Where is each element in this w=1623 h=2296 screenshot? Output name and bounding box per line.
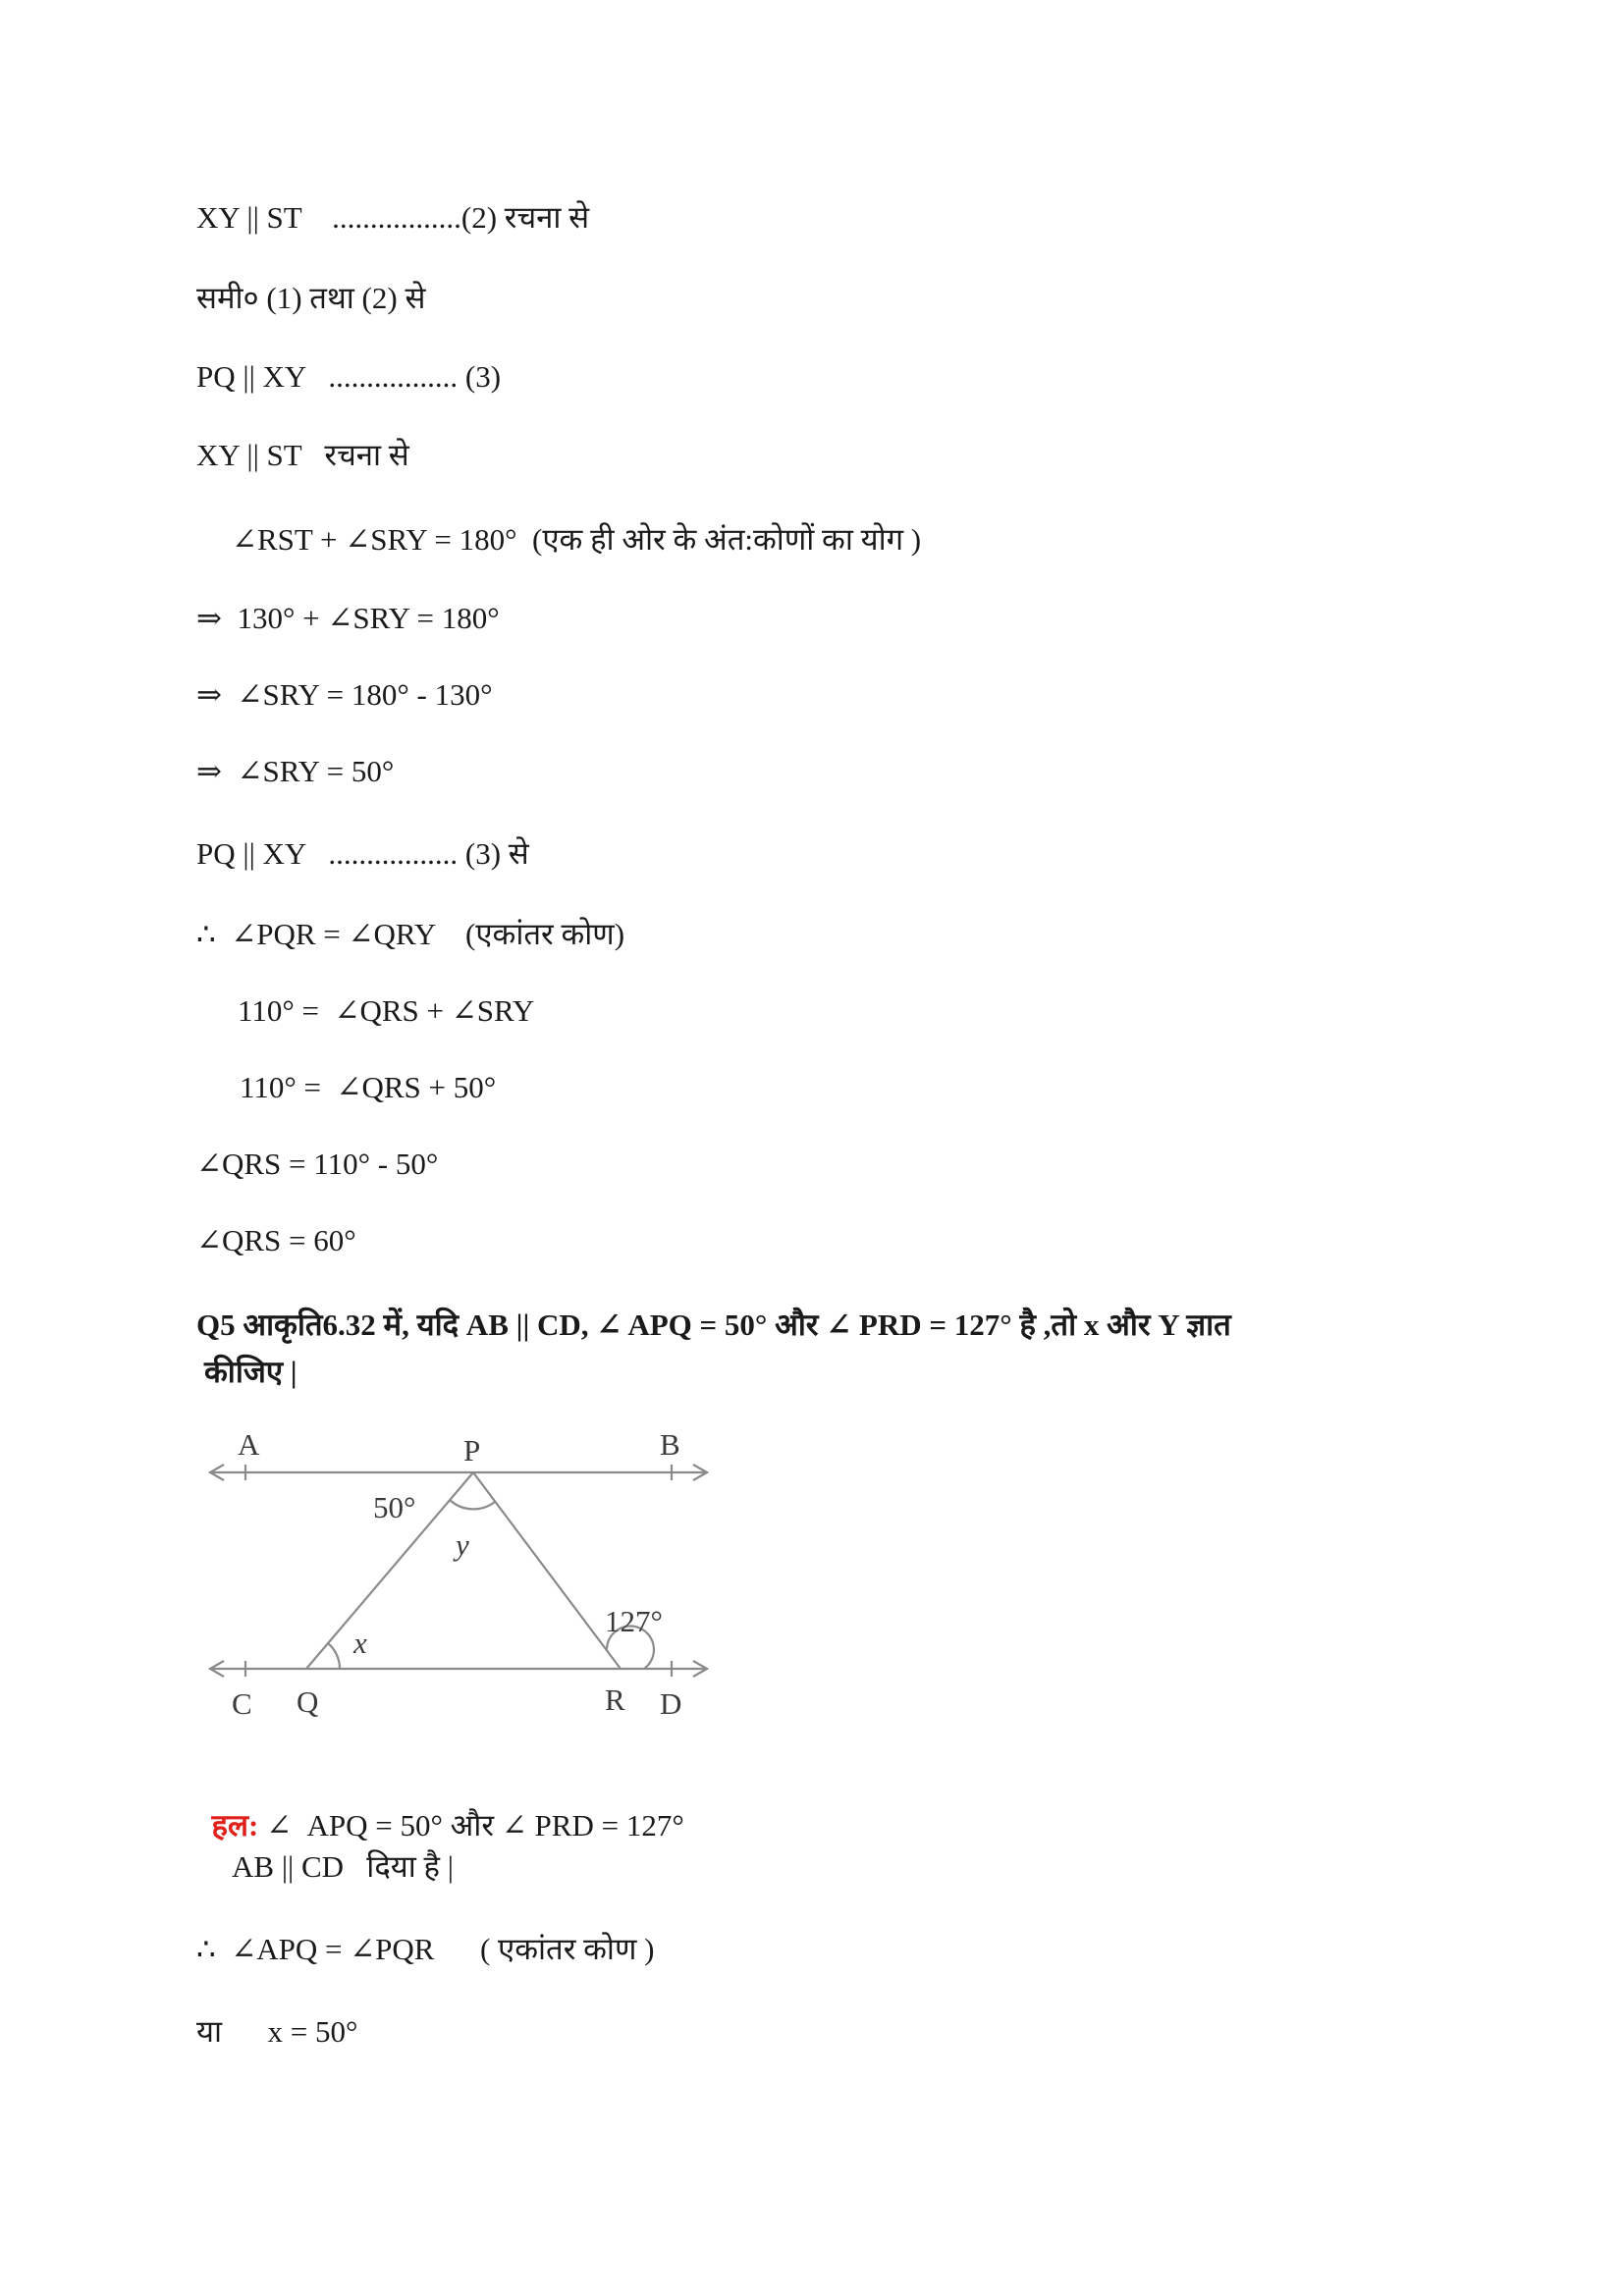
step-line: XY || ST .................(2) रचना से xyxy=(196,200,590,235)
step-line: ⇒ 130° + ∠SRY = 180° xyxy=(196,601,500,635)
figure-lines xyxy=(210,1465,707,1677)
step-line: ⇒ ∠SRY = 50° xyxy=(196,754,395,788)
label-d: D xyxy=(660,1686,682,1721)
label-c: C xyxy=(232,1686,252,1721)
solution-line-4: या x = 50° xyxy=(196,2014,358,2049)
step-line: ⇒ ∠SRY = 180° - 130° xyxy=(196,677,493,712)
arc-angle-x xyxy=(328,1643,340,1669)
solution-line-1 xyxy=(196,1767,684,1845)
step-line: XY || ST रचना से xyxy=(196,438,409,472)
label-p: P xyxy=(463,1433,481,1468)
step-line: समी० (1) तथा (2) से xyxy=(196,281,426,315)
question-line-2: कीजिए | xyxy=(204,1355,298,1389)
label-angle-50: 50° xyxy=(373,1490,416,1524)
label-q: Q xyxy=(297,1684,319,1719)
question-5 xyxy=(196,1302,1414,1396)
solution-given: ∠ APQ = 50° और ∠ PRD = 127° xyxy=(258,1808,684,1842)
geometry-figure xyxy=(196,1421,727,1735)
segment-pr xyxy=(473,1472,621,1669)
figure-labels xyxy=(232,1427,681,1721)
step-line: 110° = ∠QRS + 50° xyxy=(240,1070,497,1104)
label-a: A xyxy=(238,1427,260,1462)
step-line: 110° = ∠QRS + ∠SRY xyxy=(238,993,535,1028)
step-line: PQ || XY ................. (3) xyxy=(196,359,502,394)
step-line: ∴ ∠PQR = ∠QRY (एकांतर कोण) xyxy=(196,917,625,951)
step-line: ∠QRS = 110° - 50° xyxy=(196,1147,439,1181)
solution-line-2: AB || CD दिया है | xyxy=(232,1849,454,1884)
arc-angle-y xyxy=(450,1500,495,1509)
label-angle-x: x xyxy=(353,1626,367,1660)
label-angle-y: y xyxy=(456,1527,469,1562)
solution-line-3: ∴ ∠APQ = ∠PQR ( एकांतर कोण ) xyxy=(196,1932,655,1966)
step-line: ∠RST + ∠SRY = 180° (एक ही ओर के अंत:कोणों का योग ) xyxy=(232,522,922,557)
label-r: R xyxy=(605,1682,625,1717)
solution-label: हल: xyxy=(211,1808,259,1842)
label-b: B xyxy=(660,1427,680,1462)
step-line: ∠QRS = 60° xyxy=(196,1223,356,1257)
label-angle-127: 127° xyxy=(605,1604,663,1638)
question-line-1: Q5 आकृति6.32 में, यदि AB || CD, ∠ APQ = 50° और ∠ PRD = 127° है ,तो x और Y ज्ञात xyxy=(196,1308,1231,1342)
step-line: PQ || XY ................. (3) से xyxy=(196,836,529,871)
